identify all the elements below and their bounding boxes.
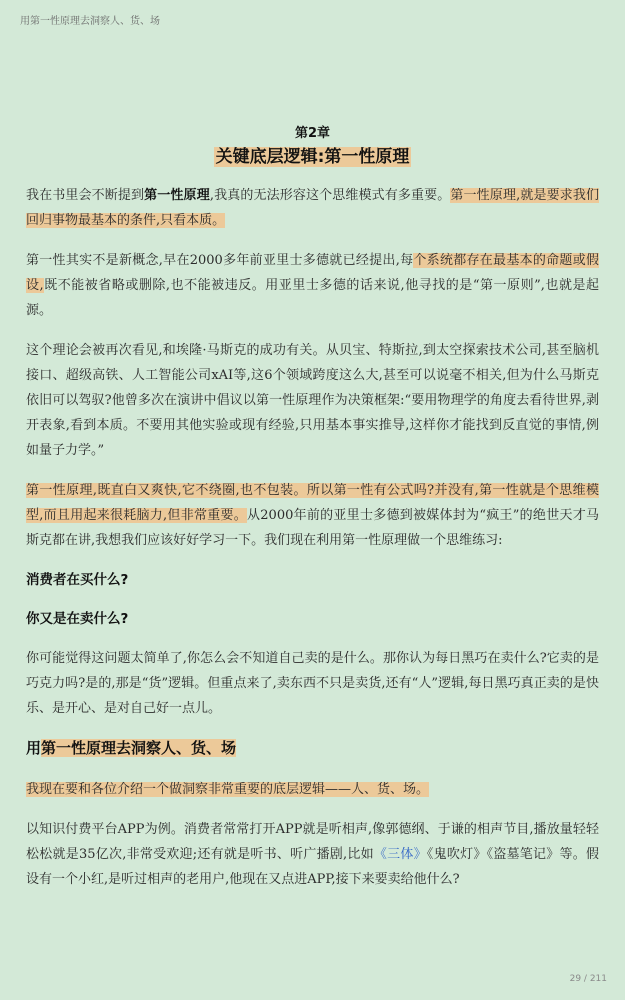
book-link-three-body[interactable]: 《三体》 xyxy=(373,847,427,862)
paragraph-2 xyxy=(26,248,599,323)
chapter-number: 第2章 xyxy=(294,126,331,141)
paragraph-4 xyxy=(26,478,599,553)
p2-highlight[interactable]: 个系统都存在最基本的命题或假设, xyxy=(26,253,599,293)
p2-text-3: 则”,也就是起源。 xyxy=(26,278,600,318)
p1-highlight[interactable]: 第一性原理,就是要求我们回归事物最基本的条件,只看本质。 xyxy=(26,188,599,228)
paragraph-3: 这个理论会被再次看见,和埃隆·马斯克的成功有关。从贝宝、特斯拉,到太空探索技术公司,甚至脑机接口、超级高铁、人工智能公司xAI等,这6个领域跨度这么大,甚至可以说毫不相关,但为什么马斯克依旧可以驾驭?他曾多次在演讲中倡议以第一性原理作为决策框架:“要用物理学的角度去看待世界,剥开表象,看到本质。不要用其他实验或现有经验,只用基本事实推导,这样你才能找到反直觉的事情,例如量子力学。” xyxy=(26,343,599,458)
p1-text-2: ,我真的无法形容这个思维模式有多重要。 xyxy=(209,188,451,203)
chapter-title-text: 关键底层逻辑:第一性原理 xyxy=(215,147,410,167)
page-number: 29 / 211 xyxy=(569,974,607,984)
p1-text: 我在书里会不断提到 xyxy=(26,188,145,203)
section-heading-prefix: 用 xyxy=(26,739,42,757)
paragraph-5: 你可能觉得这问题太简单了,你怎么会不知道自己卖的是什么。那你认为每日黑巧在卖什么?它卖的是巧克力吗?是的,那是“货”逻辑。但重点来了,卖东西不只是卖货,还有“人”逻辑,每日黑巧真正卖的是快乐、是开心、是对自己好一点儿。 xyxy=(26,651,599,716)
running-header: 用第一性原理去洞察人、货、场 xyxy=(20,16,160,27)
paragraph-6 xyxy=(26,777,599,802)
paragraph-7 xyxy=(26,817,599,892)
p7-text-2: 《鬼吹灯》《盗墓笔记》等。假设有一个小红,是听过相声的老用户,他现在又点进APP,接下来要卖给他什么? xyxy=(26,847,599,887)
p2-text: 第一性其实不是新概念,早在2000多年前亚里士多德就已经提出,每 xyxy=(26,253,414,268)
p2-text-2: 既不能被省略或删除,也不能被违反。用亚里士多德的话来说,他寻找的是“第一原 xyxy=(43,278,521,293)
p4-highlight[interactable]: 第一性原理,既直白又爽快,它不绕圈,也不包装。所以第一性有公式吗?并没有,第一性就是个思维模型,而且用起来很耗脑力,但非常重要。 xyxy=(26,483,599,523)
paragraph-1 xyxy=(26,183,599,233)
chapter-title xyxy=(0,142,625,167)
reading-content xyxy=(26,183,599,907)
question-2: 你又是在卖什么? xyxy=(26,611,129,627)
question-1: 消费者在买什么? xyxy=(26,572,129,588)
section-heading-highlight[interactable]: 第一性原理去洞察人、货、场 xyxy=(41,739,237,757)
p1-bold: 第一性原理 xyxy=(144,188,210,203)
p7-text: 以知识付费平台APP为例。消费者常常打开APP就是听相声,像郭德纲、于谦的相声节目,播放量轻轻松松就是35亿次,非常受欢迎;还有就是听书、听广播剧,比如 xyxy=(26,822,599,862)
p6-highlight[interactable]: 我现在要和各位介绍一个做洞察非常重要的底层逻辑——人、货、场。 xyxy=(26,782,430,797)
section-heading xyxy=(26,736,599,761)
p4-text: 从2000年前的亚里士多德到被媒体封为“疯王”的绝世天才马斯克都在讲,我想我们应该好好学习一下。我们现在利用第一性原理做一个思维练习: xyxy=(26,508,599,548)
